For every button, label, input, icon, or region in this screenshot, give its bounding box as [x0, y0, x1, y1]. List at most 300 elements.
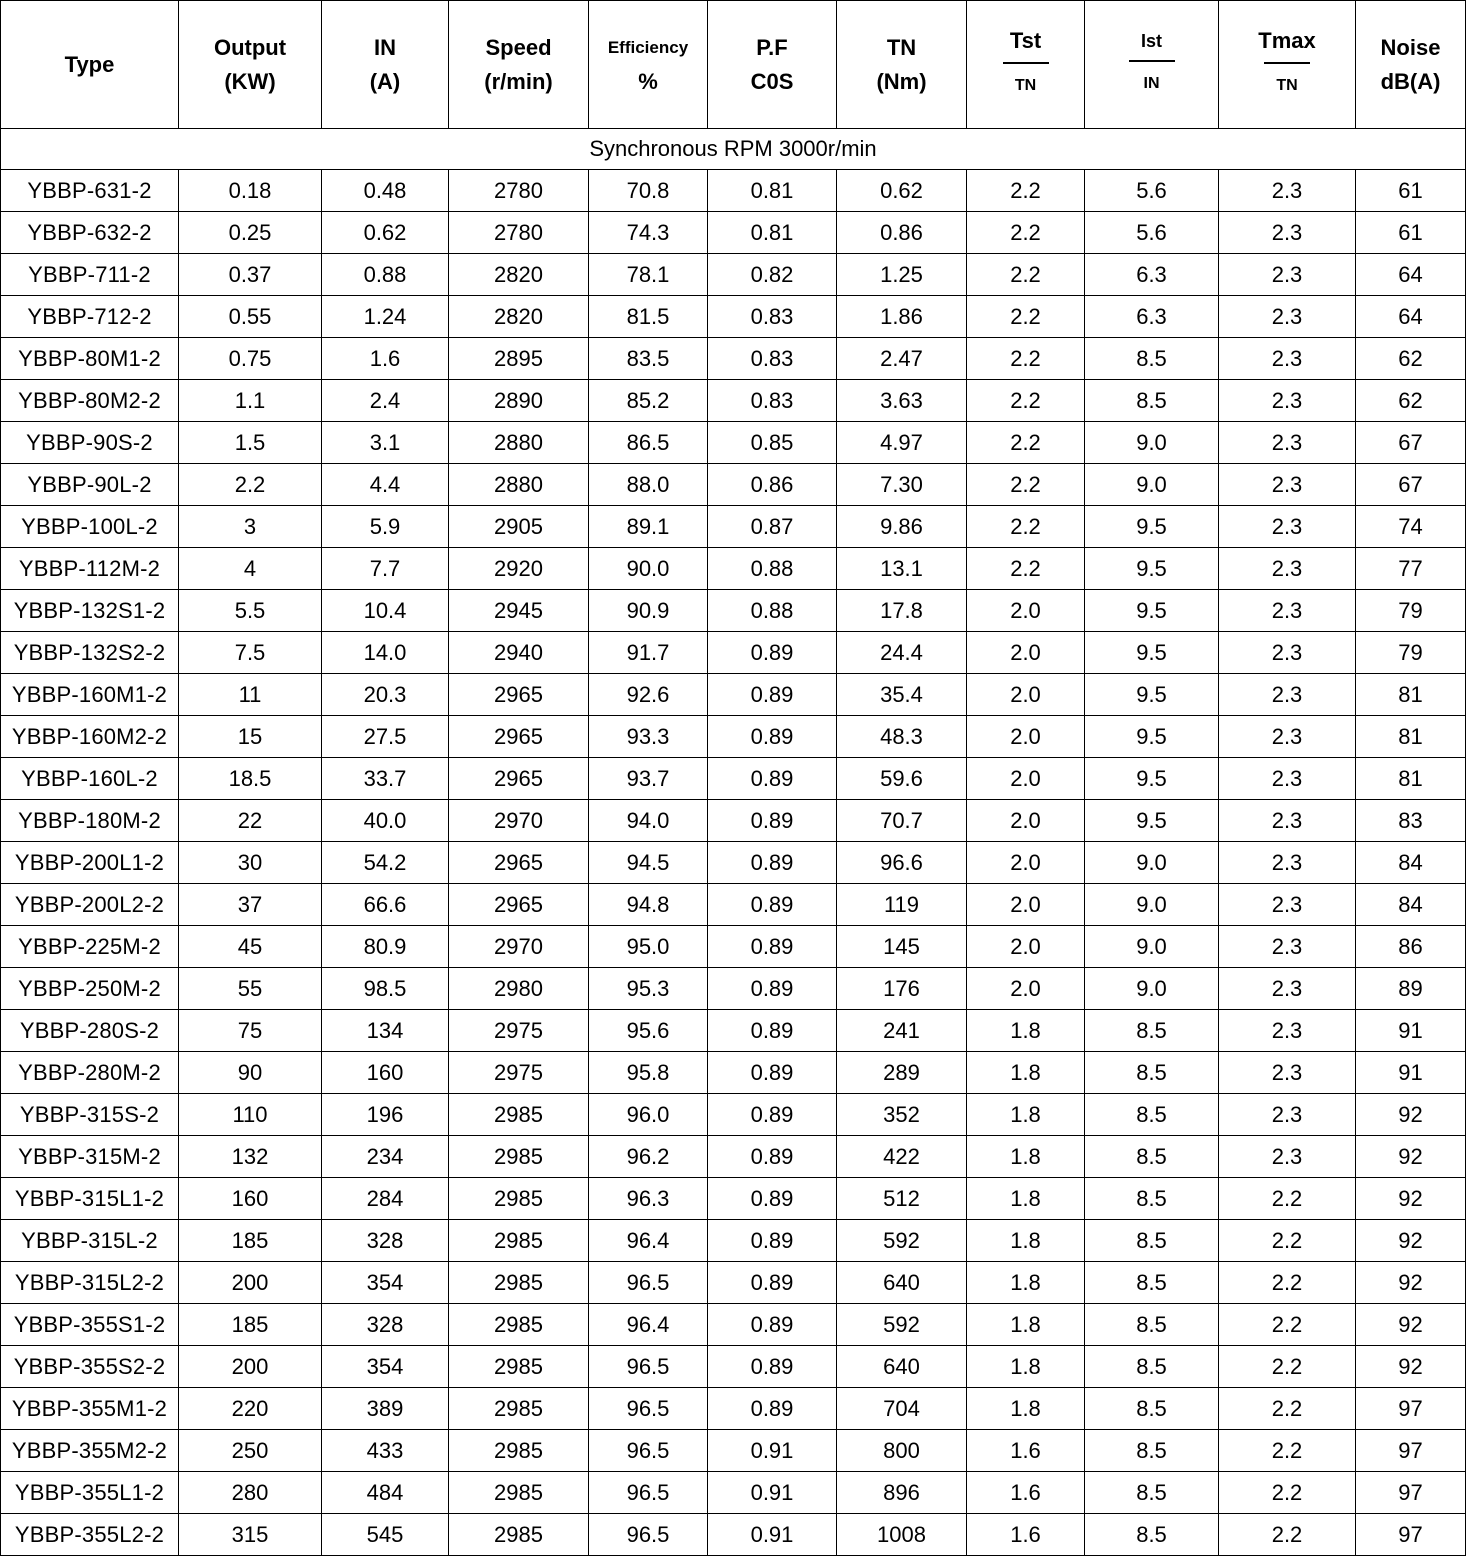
cell-in: 1.24	[322, 296, 449, 338]
cell-tn: 352	[837, 1094, 967, 1136]
cell-speed: 2985	[449, 1514, 589, 1556]
cell-speed: 2985	[449, 1094, 589, 1136]
cell-noise: 92	[1356, 1220, 1466, 1262]
cell-ist-ratio: 8.5	[1085, 338, 1219, 380]
cell-efficiency: 95.0	[589, 926, 708, 968]
cell-ist-ratio: 9.0	[1085, 464, 1219, 506]
cell-in: 328	[322, 1220, 449, 1262]
cell-ist-ratio: 9.0	[1085, 422, 1219, 464]
cell-efficiency: 85.2	[589, 380, 708, 422]
cell-noise: 97	[1356, 1388, 1466, 1430]
cell-efficiency: 89.1	[589, 506, 708, 548]
table-row	[1, 926, 1466, 968]
cell-in: 98.5	[322, 968, 449, 1010]
cell-ist-ratio: 9.5	[1085, 506, 1219, 548]
cell-tmax-ratio: 2.2	[1219, 1304, 1356, 1346]
cell-output: 1.1	[179, 380, 322, 422]
cell-tst-ratio: 2.2	[967, 296, 1085, 338]
cell-ist-ratio: 8.5	[1085, 1262, 1219, 1304]
header-tst-ratio	[967, 1, 1085, 129]
cell-speed: 2975	[449, 1010, 589, 1052]
cell-type: YBBP-132S1-2	[1, 590, 179, 632]
cell-in: 40.0	[322, 800, 449, 842]
cell-noise: 91	[1356, 1010, 1466, 1052]
cell-tn: 119	[837, 884, 967, 926]
cell-speed: 2890	[449, 380, 589, 422]
cell-tst-ratio: 1.8	[967, 1262, 1085, 1304]
cell-type: YBBP-225M-2	[1, 926, 179, 968]
cell-ist-ratio: 5.6	[1085, 212, 1219, 254]
cell-type: YBBP-355S1-2	[1, 1304, 179, 1346]
cell-tmax-ratio: 2.3	[1219, 170, 1356, 212]
cell-output: 5.5	[179, 590, 322, 632]
cell-ist-ratio: 8.5	[1085, 1514, 1219, 1556]
cell-ist-ratio: 8.5	[1085, 1010, 1219, 1052]
cell-tst-ratio: 1.8	[967, 1052, 1085, 1094]
table-row	[1, 632, 1466, 674]
cell-noise: 92	[1356, 1136, 1466, 1178]
cell-tn: 35.4	[837, 674, 967, 716]
cell-ist-ratio: 9.5	[1085, 548, 1219, 590]
cell-pf: 0.86	[708, 464, 837, 506]
cell-type: YBBP-160M2-2	[1, 716, 179, 758]
cell-efficiency: 94.0	[589, 800, 708, 842]
cell-tn: 1.86	[837, 296, 967, 338]
cell-type: YBBP-250M-2	[1, 968, 179, 1010]
cell-pf: 0.88	[708, 590, 837, 632]
header-noise-name: Noise	[1380, 34, 1441, 60]
table-row	[1, 884, 1466, 926]
cell-tmax-ratio: 2.2	[1219, 1430, 1356, 1472]
cell-ist-ratio: 9.5	[1085, 716, 1219, 758]
cell-ist-ratio: 6.3	[1085, 296, 1219, 338]
cell-efficiency: 92.6	[589, 674, 708, 716]
cell-tmax-ratio: 2.3	[1219, 800, 1356, 842]
header-output-name: Output	[213, 34, 287, 60]
cell-tst-ratio: 2.2	[967, 506, 1085, 548]
cell-efficiency: 86.5	[589, 422, 708, 464]
cell-tmax-ratio: 2.2	[1219, 1346, 1356, 1388]
cell-type: YBBP-315M-2	[1, 1136, 179, 1178]
cell-tn: 1008	[837, 1514, 967, 1556]
cell-in: 10.4	[322, 590, 449, 632]
cell-output: 7.5	[179, 632, 322, 674]
cell-in: 33.7	[322, 758, 449, 800]
cell-type: YBBP-315L-2	[1, 1220, 179, 1262]
cell-tmax-ratio: 2.2	[1219, 1472, 1356, 1514]
cell-tn: 3.63	[837, 380, 967, 422]
cell-speed: 2880	[449, 422, 589, 464]
cell-tmax-ratio: 2.3	[1219, 590, 1356, 632]
cell-noise: 92	[1356, 1262, 1466, 1304]
cell-efficiency: 96.5	[589, 1388, 708, 1430]
cell-pf: 0.82	[708, 254, 837, 296]
cell-pf: 0.81	[708, 170, 837, 212]
cell-in: 545	[322, 1514, 449, 1556]
cell-output: 3	[179, 506, 322, 548]
cell-type: YBBP-315L2-2	[1, 1262, 179, 1304]
cell-efficiency: 96.2	[589, 1136, 708, 1178]
cell-speed: 2985	[449, 1220, 589, 1262]
cell-speed: 2965	[449, 884, 589, 926]
cell-output: 185	[179, 1220, 322, 1262]
cell-noise: 83	[1356, 800, 1466, 842]
cell-output: 15	[179, 716, 322, 758]
cell-tst-ratio: 2.2	[967, 338, 1085, 380]
cell-efficiency: 96.3	[589, 1178, 708, 1220]
cell-output: 250	[179, 1430, 322, 1472]
cell-type: YBBP-631-2	[1, 170, 179, 212]
cell-noise: 67	[1356, 464, 1466, 506]
cell-tn: 176	[837, 968, 967, 1010]
cell-ist-ratio: 8.5	[1085, 1472, 1219, 1514]
cell-noise: 84	[1356, 842, 1466, 884]
cell-speed: 2945	[449, 590, 589, 632]
cell-speed: 2985	[449, 1178, 589, 1220]
cell-tst-ratio: 2.0	[967, 800, 1085, 842]
cell-tmax-ratio: 2.3	[1219, 212, 1356, 254]
tst-over-tn-fraction	[1003, 27, 1049, 94]
header-pf-unit: C0S	[750, 68, 794, 94]
cell-ist-ratio: 8.5	[1085, 1388, 1219, 1430]
cell-pf: 0.91	[708, 1514, 837, 1556]
cell-in: 196	[322, 1094, 449, 1136]
cell-tn: 896	[837, 1472, 967, 1514]
cell-tmax-ratio: 2.3	[1219, 506, 1356, 548]
table-row	[1, 548, 1466, 590]
cell-tst-ratio: 1.8	[967, 1346, 1085, 1388]
cell-ist-ratio: 9.0	[1085, 968, 1219, 1010]
cell-noise: 92	[1356, 1178, 1466, 1220]
table-row	[1, 422, 1466, 464]
cell-in: 14.0	[322, 632, 449, 674]
cell-efficiency: 95.3	[589, 968, 708, 1010]
cell-tn: 640	[837, 1346, 967, 1388]
table-row	[1, 1472, 1466, 1514]
cell-output: 18.5	[179, 758, 322, 800]
cell-tmax-ratio: 2.2	[1219, 1514, 1356, 1556]
cell-tst-ratio: 2.2	[967, 212, 1085, 254]
cell-output: 37	[179, 884, 322, 926]
cell-ist-ratio: 6.3	[1085, 254, 1219, 296]
cell-ist-ratio: 9.5	[1085, 800, 1219, 842]
cell-in: 0.48	[322, 170, 449, 212]
header-pf	[708, 1, 837, 129]
cell-in: 284	[322, 1178, 449, 1220]
cell-tst-ratio: 1.8	[967, 1220, 1085, 1262]
cell-tn: 0.86	[837, 212, 967, 254]
table-row	[1, 254, 1466, 296]
cell-efficiency: 96.4	[589, 1220, 708, 1262]
fraction-numerator: Tmax	[1258, 27, 1316, 53]
cell-speed: 2880	[449, 464, 589, 506]
header-row	[1, 1, 1466, 129]
cell-speed: 2920	[449, 548, 589, 590]
cell-tst-ratio: 2.0	[967, 842, 1085, 884]
cell-ist-ratio: 9.5	[1085, 674, 1219, 716]
cell-in: 3.1	[322, 422, 449, 464]
cell-in: 160	[322, 1052, 449, 1094]
cell-tn: 59.6	[837, 758, 967, 800]
cell-noise: 62	[1356, 380, 1466, 422]
cell-in: 134	[322, 1010, 449, 1052]
cell-output: 45	[179, 926, 322, 968]
cell-tst-ratio: 1.8	[967, 1010, 1085, 1052]
table-row	[1, 1262, 1466, 1304]
cell-tmax-ratio: 2.2	[1219, 1388, 1356, 1430]
cell-tn: 1.25	[837, 254, 967, 296]
cell-tst-ratio: 1.6	[967, 1472, 1085, 1514]
cell-noise: 97	[1356, 1472, 1466, 1514]
cell-tmax-ratio: 2.3	[1219, 884, 1356, 926]
cell-noise: 89	[1356, 968, 1466, 1010]
cell-pf: 0.88	[708, 548, 837, 590]
cell-output: 280	[179, 1472, 322, 1514]
cell-type: YBBP-90S-2	[1, 422, 179, 464]
cell-efficiency: 78.1	[589, 254, 708, 296]
cell-noise: 92	[1356, 1346, 1466, 1388]
header-pf-name: P.F	[756, 34, 788, 60]
cell-output: 2.2	[179, 464, 322, 506]
cell-output: 220	[179, 1388, 322, 1430]
cell-tmax-ratio: 2.2	[1219, 1262, 1356, 1304]
header-noise	[1356, 1, 1466, 129]
cell-ist-ratio: 5.6	[1085, 170, 1219, 212]
header-ist-ratio	[1085, 1, 1219, 129]
cell-output: 0.37	[179, 254, 322, 296]
cell-tst-ratio: 1.8	[967, 1304, 1085, 1346]
cell-type: YBBP-355L1-2	[1, 1472, 179, 1514]
cell-efficiency: 83.5	[589, 338, 708, 380]
header-noise-unit: dB(A)	[1380, 68, 1441, 94]
fraction-denominator: TN	[1014, 76, 1037, 94]
cell-tn: 17.8	[837, 590, 967, 632]
cell-type: YBBP-355L2-2	[1, 1514, 179, 1556]
cell-type: YBBP-355S2-2	[1, 1346, 179, 1388]
cell-efficiency: 95.6	[589, 1010, 708, 1052]
cell-noise: 81	[1356, 674, 1466, 716]
cell-output: 30	[179, 842, 322, 884]
cell-in: 4.4	[322, 464, 449, 506]
header-output-unit: (KW)	[224, 68, 276, 94]
cell-ist-ratio: 9.5	[1085, 632, 1219, 674]
cell-speed: 2985	[449, 1346, 589, 1388]
cell-speed: 2940	[449, 632, 589, 674]
table-row	[1, 1430, 1466, 1472]
cell-speed: 2985	[449, 1262, 589, 1304]
cell-tn: 9.86	[837, 506, 967, 548]
table-body	[1, 129, 1466, 1556]
cell-tmax-ratio: 2.3	[1219, 254, 1356, 296]
cell-tst-ratio: 1.8	[967, 1178, 1085, 1220]
cell-pf: 0.91	[708, 1472, 837, 1514]
cell-speed: 2970	[449, 926, 589, 968]
cell-ist-ratio: 8.5	[1085, 1178, 1219, 1220]
cell-output: 110	[179, 1094, 322, 1136]
cell-type: YBBP-90L-2	[1, 464, 179, 506]
cell-type: YBBP-200L2-2	[1, 884, 179, 926]
cell-type: YBBP-160M1-2	[1, 674, 179, 716]
cell-efficiency: 94.5	[589, 842, 708, 884]
cell-speed: 2820	[449, 254, 589, 296]
cell-efficiency: 93.7	[589, 758, 708, 800]
cell-speed: 2985	[449, 1304, 589, 1346]
section-title: Synchronous RPM 3000r/min	[1, 129, 1466, 170]
cell-tmax-ratio: 2.3	[1219, 464, 1356, 506]
table-header	[1, 1, 1466, 129]
cell-pf: 0.89	[708, 884, 837, 926]
cell-pf: 0.89	[708, 1346, 837, 1388]
cell-efficiency: 96.5	[589, 1346, 708, 1388]
cell-tn: 592	[837, 1304, 967, 1346]
cell-speed: 2985	[449, 1388, 589, 1430]
cell-tn: 512	[837, 1178, 967, 1220]
cell-in: 0.88	[322, 254, 449, 296]
header-in-unit: (A)	[369, 68, 401, 94]
cell-noise: 74	[1356, 506, 1466, 548]
cell-ist-ratio: 9.0	[1085, 884, 1219, 926]
cell-tmax-ratio: 2.2	[1219, 1220, 1356, 1262]
cell-output: 22	[179, 800, 322, 842]
header-in-name: IN	[374, 34, 396, 60]
cell-in: 27.5	[322, 716, 449, 758]
cell-tmax-ratio: 2.3	[1219, 674, 1356, 716]
cell-pf: 0.89	[708, 1220, 837, 1262]
cell-efficiency: 96.5	[589, 1430, 708, 1472]
cell-tn: 289	[837, 1052, 967, 1094]
cell-noise: 86	[1356, 926, 1466, 968]
cell-tn: 592	[837, 1220, 967, 1262]
cell-speed: 2970	[449, 800, 589, 842]
cell-speed: 2905	[449, 506, 589, 548]
cell-pf: 0.89	[708, 1262, 837, 1304]
cell-output: 1.5	[179, 422, 322, 464]
fraction-numerator: Tst	[1009, 27, 1042, 53]
cell-pf: 0.89	[708, 926, 837, 968]
header-speed	[449, 1, 589, 129]
section-row	[1, 129, 1466, 170]
cell-tst-ratio: 2.2	[967, 254, 1085, 296]
cell-tmax-ratio: 2.3	[1219, 296, 1356, 338]
cell-in: 80.9	[322, 926, 449, 968]
cell-output: 132	[179, 1136, 322, 1178]
cell-tn: 422	[837, 1136, 967, 1178]
cell-output: 315	[179, 1514, 322, 1556]
cell-ist-ratio: 9.0	[1085, 842, 1219, 884]
cell-efficiency: 70.8	[589, 170, 708, 212]
cell-speed: 2980	[449, 968, 589, 1010]
cell-pf: 0.89	[708, 1136, 837, 1178]
cell-ist-ratio: 8.5	[1085, 1304, 1219, 1346]
table-row	[1, 1304, 1466, 1346]
cell-tst-ratio: 2.2	[967, 170, 1085, 212]
cell-output: 11	[179, 674, 322, 716]
cell-tst-ratio: 2.2	[967, 422, 1085, 464]
header-tn	[837, 1, 967, 129]
cell-in: 354	[322, 1346, 449, 1388]
cell-speed: 2965	[449, 716, 589, 758]
cell-in: 234	[322, 1136, 449, 1178]
cell-tmax-ratio: 2.3	[1219, 338, 1356, 380]
cell-tmax-ratio: 2.3	[1219, 842, 1356, 884]
cell-in: 433	[322, 1430, 449, 1472]
cell-efficiency: 90.9	[589, 590, 708, 632]
table-row	[1, 1094, 1466, 1136]
table-row	[1, 1346, 1466, 1388]
header-in	[322, 1, 449, 129]
cell-tst-ratio: 2.0	[967, 632, 1085, 674]
cell-output: 0.55	[179, 296, 322, 338]
table-row	[1, 1052, 1466, 1094]
header-type	[1, 1, 179, 129]
cell-tn: 2.47	[837, 338, 967, 380]
cell-tmax-ratio: 2.3	[1219, 758, 1356, 800]
cell-speed: 2965	[449, 758, 589, 800]
cell-output: 4	[179, 548, 322, 590]
cell-tmax-ratio: 2.3	[1219, 968, 1356, 1010]
cell-speed: 2975	[449, 1052, 589, 1094]
table-row	[1, 716, 1466, 758]
cell-pf: 0.87	[708, 506, 837, 548]
cell-in: 1.6	[322, 338, 449, 380]
cell-ist-ratio: 8.5	[1085, 1052, 1219, 1094]
cell-type: YBBP-355M2-2	[1, 1430, 179, 1472]
cell-noise: 92	[1356, 1094, 1466, 1136]
fraction-denominator: TN	[1276, 76, 1298, 94]
cell-output: 185	[179, 1304, 322, 1346]
cell-pf: 0.89	[708, 1010, 837, 1052]
cell-output: 55	[179, 968, 322, 1010]
cell-pf: 0.89	[708, 1052, 837, 1094]
cell-tn: 48.3	[837, 716, 967, 758]
cell-tn: 145	[837, 926, 967, 968]
header-type-label: Type	[64, 51, 115, 77]
cell-tn: 96.6	[837, 842, 967, 884]
table-row	[1, 338, 1466, 380]
cell-efficiency: 93.3	[589, 716, 708, 758]
cell-tst-ratio: 2.0	[967, 590, 1085, 632]
cell-tst-ratio: 2.2	[967, 548, 1085, 590]
fraction-denominator: IN	[1143, 74, 1160, 92]
cell-type: YBBP-112M-2	[1, 548, 179, 590]
cell-tst-ratio: 2.0	[967, 758, 1085, 800]
cell-efficiency: 81.5	[589, 296, 708, 338]
cell-noise: 77	[1356, 548, 1466, 590]
cell-type: YBBP-711-2	[1, 254, 179, 296]
cell-speed: 2965	[449, 674, 589, 716]
table-row	[1, 800, 1466, 842]
cell-tmax-ratio: 2.3	[1219, 1052, 1356, 1094]
cell-tn: 4.97	[837, 422, 967, 464]
cell-efficiency: 88.0	[589, 464, 708, 506]
cell-noise: 92	[1356, 1304, 1466, 1346]
cell-type: YBBP-280M-2	[1, 1052, 179, 1094]
cell-type: YBBP-200L1-2	[1, 842, 179, 884]
header-efficiency	[589, 1, 708, 129]
cell-speed: 2985	[449, 1472, 589, 1514]
cell-efficiency: 96.5	[589, 1262, 708, 1304]
cell-tst-ratio: 2.2	[967, 380, 1085, 422]
table-row	[1, 464, 1466, 506]
cell-pf: 0.83	[708, 296, 837, 338]
header-speed-unit: (r/min)	[484, 68, 553, 94]
cell-speed: 2780	[449, 170, 589, 212]
cell-ist-ratio: 9.0	[1085, 926, 1219, 968]
cell-pf: 0.89	[708, 968, 837, 1010]
cell-efficiency: 95.8	[589, 1052, 708, 1094]
cell-type: YBBP-80M2-2	[1, 380, 179, 422]
cell-ist-ratio: 9.5	[1085, 590, 1219, 632]
